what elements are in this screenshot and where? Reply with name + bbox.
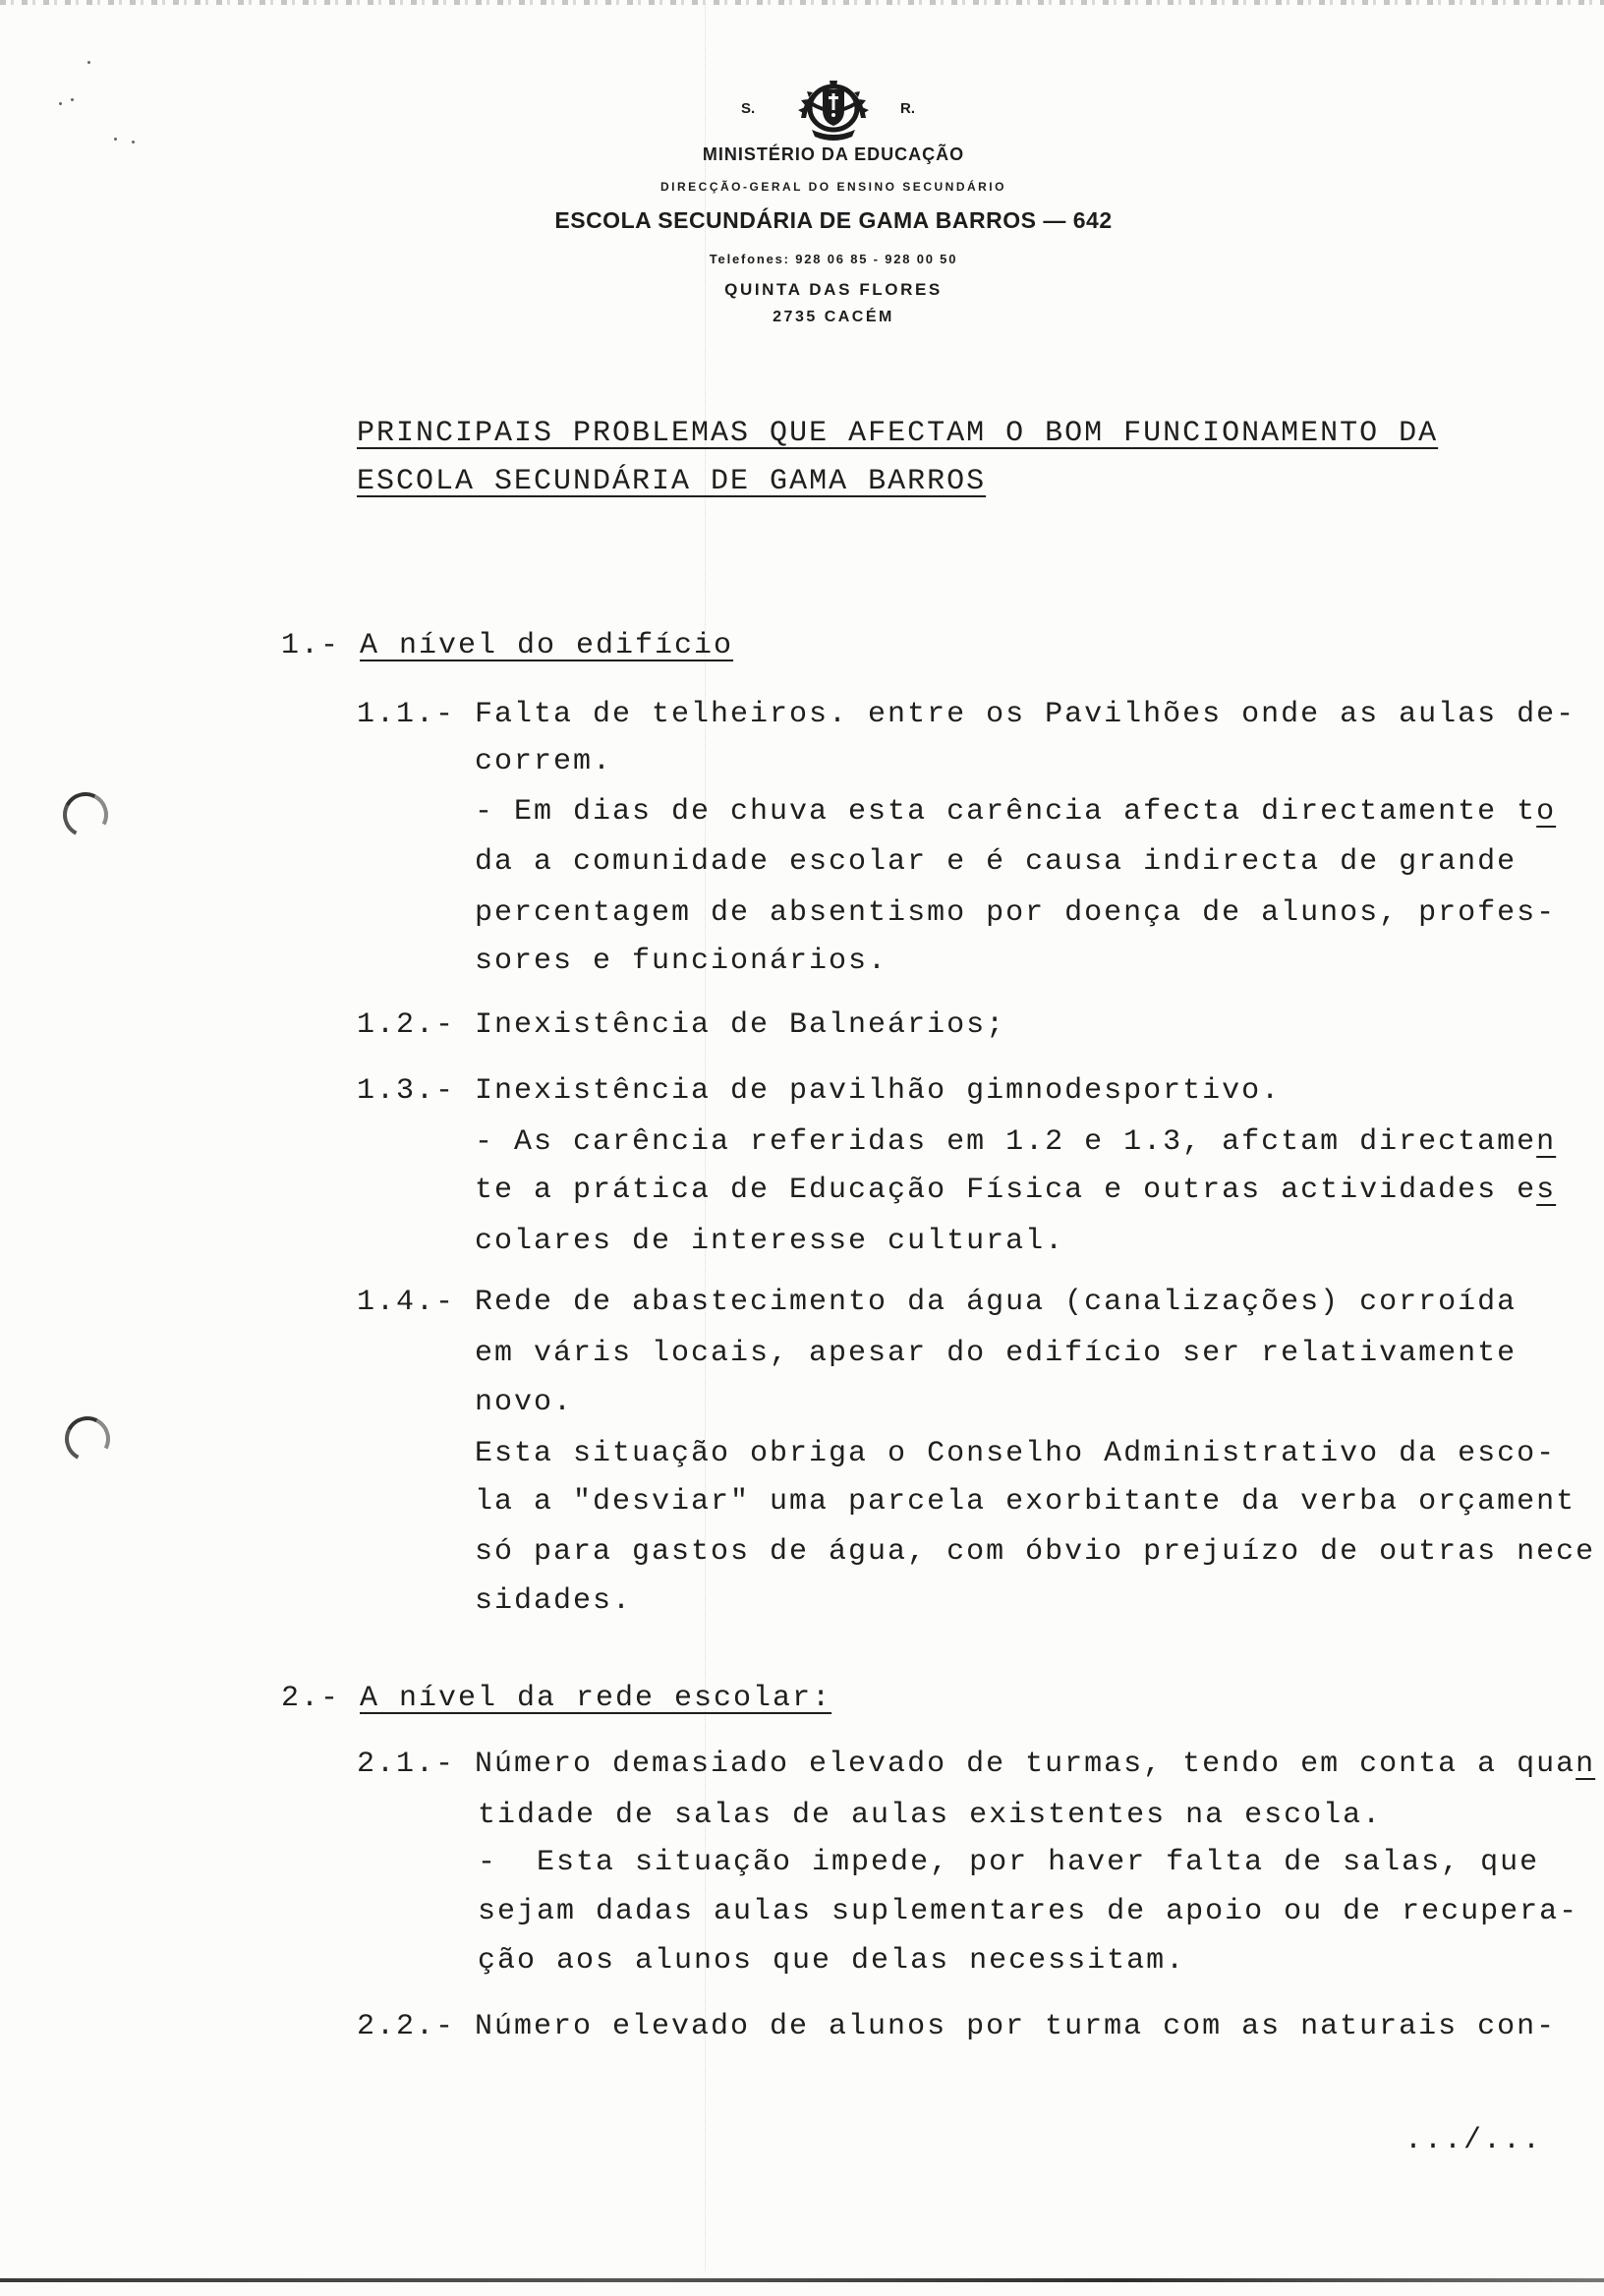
underlined-hyphen-letter: s xyxy=(1536,1174,1557,1207)
school-postal-code: 2735 CACÉM xyxy=(773,309,894,325)
scan-bottom-edge xyxy=(0,2278,1604,2282)
line-text: te a prática de Educação Física e outras actividades e xyxy=(475,1174,1537,1207)
document-title-line: ESCOLA SECUNDÁRIA DE GAMA BARROS xyxy=(357,465,987,498)
coat-of-arms-icon xyxy=(792,77,875,142)
item-line: - Esta situação impede, por haver falta de salas, que xyxy=(478,1846,1540,1879)
item-line: Rede de abastecimento da água (canalizações) corroída xyxy=(475,1286,1518,1319)
item-line: percentagem de absentismo por doença de alunos, profes- xyxy=(475,896,1557,930)
school-phones: Telefones: 928 06 85 - 928 00 50 xyxy=(709,252,958,266)
scan-speck xyxy=(71,98,74,101)
item-line: da a comunidade escolar e é causa indirecta de grande xyxy=(475,845,1518,879)
school-name: ESCOLA SECUNDÁRIA DE GAMA BARROS — 642 xyxy=(554,207,1113,233)
school-address: QUINTA DAS FLORES xyxy=(724,280,943,299)
underlined-hyphen-letter: n xyxy=(1536,1125,1557,1159)
item-number: 1.1.- xyxy=(357,698,456,731)
punch-hole-mark xyxy=(57,786,114,843)
item-line: sores e funcionários. xyxy=(475,945,888,978)
underlined-hyphen-letter: n xyxy=(1575,1748,1596,1781)
item-line xyxy=(475,1745,1595,1784)
item-line: correm. xyxy=(475,745,613,778)
item-line: Inexistência de Balneários; xyxy=(475,1008,1006,1042)
item-number: 1.3.- xyxy=(357,1074,456,1108)
item-line: Inexistência de pavilhão gimnodesportivo. xyxy=(475,1074,1282,1108)
item-line: só para gastos de água, com óbvio prejuízo de outras nece xyxy=(475,1535,1596,1569)
ministry-name: MINISTÉRIO DA EDUCAÇÃO xyxy=(702,144,965,164)
item-number: 2.1.- xyxy=(357,1748,456,1781)
item-line: tidade de salas de aulas existentes na escola. xyxy=(478,1799,1383,1832)
item-line: Falta de telheiros. entre os Pavilhões onde as aulas de- xyxy=(475,698,1576,731)
item-line: la a "desviar" uma parcela exorbitante da verba orçament xyxy=(475,1485,1576,1519)
letterhead-left-mark: S. xyxy=(741,100,756,117)
line-text: - As carência referidas em 1.2 e 1.3, afctam directame xyxy=(475,1125,1537,1159)
scan-speck xyxy=(87,61,90,64)
item-number: 1.4.- xyxy=(357,1286,456,1319)
letterhead-right-mark: R. xyxy=(900,100,915,117)
section-number: 1.- xyxy=(281,629,341,662)
item-line xyxy=(475,1122,1556,1162)
underlined-hyphen-letter: o xyxy=(1536,795,1557,829)
directorate-name: DIRECÇÃO-GERAL DO ENSINO SECUNDÁRIO xyxy=(660,180,1006,194)
item-line: sidades. xyxy=(475,1584,633,1618)
section-number: 2.- xyxy=(281,1682,341,1715)
line-text: - Em dias de chuva esta carência afecta directamente t xyxy=(475,795,1537,829)
item-line: Esta situação obriga o Conselho Administrativo da esco- xyxy=(475,1437,1557,1470)
item-line xyxy=(475,1171,1556,1210)
item-number: 1.2.- xyxy=(357,1008,456,1042)
item-line: colares de interesse cultural. xyxy=(475,1225,1065,1258)
scan-speck xyxy=(132,141,135,144)
item-line: ção aos alunos que delas necessitam. xyxy=(478,1944,1186,1978)
section-heading: A nível do edifício xyxy=(360,629,734,662)
section-heading: A nível da rede escolar: xyxy=(360,1682,832,1715)
item-line: novo. xyxy=(475,1386,574,1419)
scan-top-edge xyxy=(0,0,1604,5)
item-line: Número elevado de alunos por turma com as naturais con- xyxy=(475,2010,1557,2043)
item-line xyxy=(475,792,1556,832)
item-line: em váris locais, apesar do edifício ser relativamente xyxy=(475,1337,1518,1370)
scan-speck xyxy=(59,102,62,105)
item-number: 2.2.- xyxy=(357,2010,456,2043)
line-text: Número demasiado elevado de turmas, tendo em conta a qua xyxy=(475,1748,1576,1781)
punch-hole-mark xyxy=(59,1410,116,1467)
scan-speck xyxy=(114,138,117,141)
document-title-line: PRINCIPAIS PROBLEMAS QUE AFECTAM O BOM FUNCIONAMENTO DA xyxy=(357,417,1439,450)
item-line: sejam dadas aulas suplementares de apoio ou de recupera- xyxy=(478,1895,1579,1928)
page-continuation-mark: .../... xyxy=(1404,2124,1543,2157)
